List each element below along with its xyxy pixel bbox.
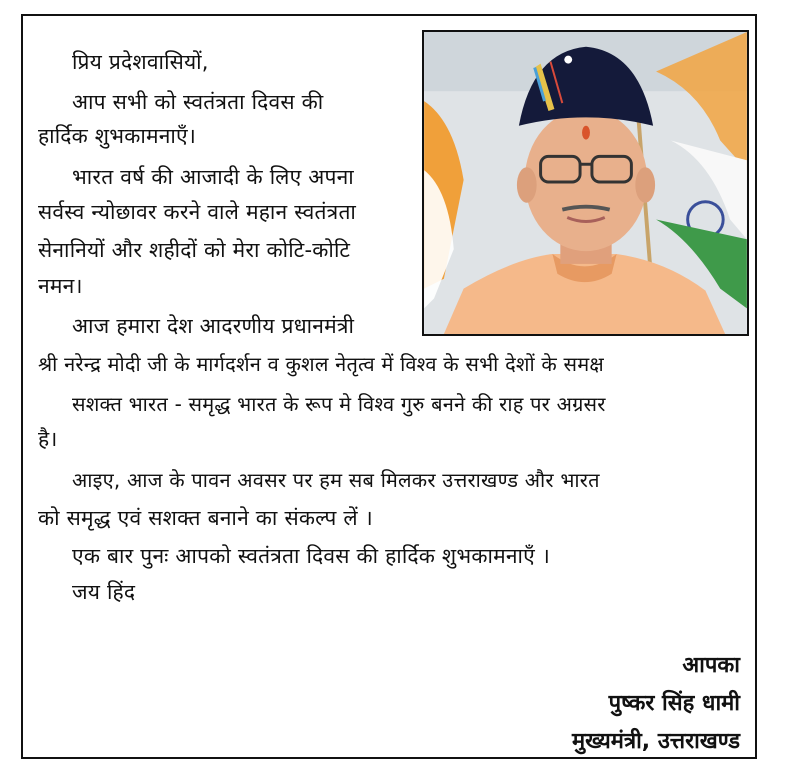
paragraph-2-line-2: सर्वस्व न्योछावर करने वाले महान स्वतंत्रता [38, 200, 357, 224]
portrait-photo [422, 30, 749, 336]
paragraph-4-line-1: आइए, आज के पावन अवसर पर हम सब मिलकर उत्तराखण्ड और भारत [72, 468, 600, 492]
paragraph-5: एक बार पुनः आपको स्वतंत्रता दिवस की हार्दिक शुभकामनाएँ । [72, 544, 551, 568]
paragraph-1-line-1: आप सभी को स्वतंत्रता दिवस की [72, 90, 324, 114]
signature-title: मुख्यमंत्री, उत्तराखण्ड [572, 729, 740, 754]
signature-name: पुष्कर सिंह धामी [608, 691, 740, 716]
paragraph-2-line-3: सेनानियों और शहीदों को मेरा कोटि-कोटि [38, 238, 351, 262]
paragraph-1-line-2: हार्दिक शुभकामनाएँ। [38, 124, 197, 148]
signature-yours: आपका [682, 653, 740, 678]
paragraph-3-line-4: है। [38, 427, 58, 451]
paragraph-2-line-4: नमन। [38, 274, 83, 298]
closing-jai-hind: जय हिंद [72, 580, 136, 604]
paragraph-3-line-1: आज हमारा देश आदरणीय प्रधानमंत्री [72, 314, 355, 338]
paragraph-3-line-3: सशक्त भारत - समृद्ध भारत के रूप मे विश्व गुरु बनने की राह पर अग्रसर [72, 392, 606, 416]
paragraph-3-line-2: श्री नरेन्द्र मोदी जी के मार्गदर्शन व कुशल नेतृत्व में विश्व के सभी देशों के समक्ष [38, 352, 604, 376]
paragraph-2-line-1: भारत वर्ष की आजादी के लिए अपना [72, 165, 354, 189]
paragraph-4-line-2: को समृद्ध एवं सशक्त बनाने का संकल्प लें । [38, 506, 373, 530]
salutation: प्रिय प्रदेशवासियों, [72, 50, 209, 74]
